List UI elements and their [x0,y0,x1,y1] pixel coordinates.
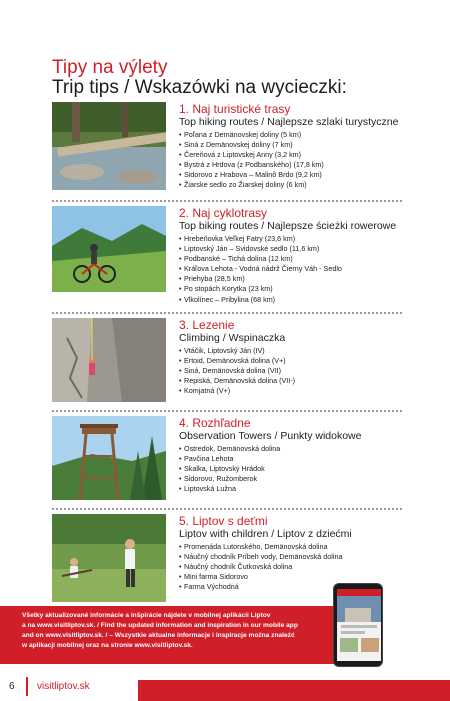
list-item: • Poľana z Demänovskej doliny (5 km) [179,130,403,140]
list-item: • Repiská, Demänovská dolina (VII-) [179,376,403,386]
list-item: • Promenáda Lutonského, Demänovská dolina [179,542,403,552]
list-item: • Čereňová z Liptovskej Anny (3,2 km) [179,150,403,160]
children-photo [52,514,166,602]
page-heading [52,58,347,98]
children-content [179,514,403,592]
heading-slovak: Tipy na výlety [52,57,168,78]
list-item: • Vlkolínec – Pribylina (68 km) [179,295,403,305]
list-item: • Liptovská Lužna [179,484,403,494]
list-item: • Sidorovo z Hrabova – Malinô Brdo (9,2 km) [179,170,403,180]
towers-content [179,416,403,494]
dotted-divider [52,508,402,510]
list-item: • Mini farma Sidorovo [179,572,403,582]
section-biking [52,206,402,306]
biking-content [179,206,403,305]
route-list [179,234,403,305]
list-item: • Ertoid, Demänovská dolina (V+) [179,356,403,366]
list-item: • Farma Východná [179,582,403,592]
phone-screen [337,589,381,661]
list-item: • Sidorovo, Ružomberok [179,474,403,484]
section-hiking [52,102,402,194]
list-item: • Ostredok, Demänovská dolina [179,444,403,454]
dotted-divider [52,200,402,202]
banner-line: Všetky aktualizované informácie a inšpirácie nájdete v mobilnej aplikácii Liptov [22,612,271,619]
list-item: • Pavčina Lehota [179,454,403,464]
tower-photo [52,416,166,500]
section-towers [52,416,402,502]
website-link[interactable]: visitliptov.sk [37,681,90,692]
list-item: • Hrebeňovka Veľkej Fatry (23,6 km) [179,234,403,244]
list-item: • Siná z Demänovskej doliny (7 km) [179,140,403,150]
banner-line: w aplikacji mobilnej oraz na stronie www.visitliptov.sk. [22,642,193,649]
list-item: • Skalka, Liptovský Hrádok [179,464,403,474]
section-title: 4. Rozhľadne [179,416,251,430]
list-item: • Náučný chodník Príbeh vody, Demänovská dolina [179,552,403,562]
list-item: • Vtáčik, Liptovský Ján (IV) [179,346,403,356]
heading-translation: Trip tips / Wskazówki na wycieczki: [52,77,347,98]
dotted-divider [52,312,402,314]
climbing-content [179,318,403,396]
biking-photo [52,206,166,292]
list-item: • Podbanské – Tichá dolina (12 km) [179,254,403,264]
list-item-continued: • Priehyba (28,5 km) [179,274,403,284]
banner-text [22,611,337,651]
banner-line: and on www.visitliptov.sk. / – Wszystkie aktualne informacje i inspiracje można znaleźć [22,632,295,639]
list-item: • Komjatná (V+) [179,386,403,396]
footer-divider [26,677,28,696]
list-item: • Kráľova Lehota - Vodná nádrž Čierny Váh - Sedlo [179,264,403,274]
route-list [179,346,403,396]
hiking-photo [52,102,166,190]
section-title: 3. Lezenie [179,318,235,332]
section-title: 2. Naj cyklotrasy [179,206,268,220]
section-subtitle: Top hiking routes / Najlepsze szlaki turystyczne [179,116,399,128]
climbing-photo [52,318,166,402]
section-title: 1. Naj turistické trasy [179,102,291,116]
section-climbing [52,318,402,404]
page-number: 6 [9,681,15,692]
list-item: • Po stopách Korytka (23 km) [179,284,403,294]
list-item: • Náučný chodník Čutkovská dolina [179,562,403,572]
section-subtitle: Top biking routes / Najlepsze ścieżki rowerowe [179,220,397,232]
section-subtitle: Liptov with children / Liptov z dziećmi [179,528,352,540]
dotted-divider [52,410,402,412]
list-item: • Siná, Demänovská dolina (VII) [179,366,403,376]
list-item: • Liptovský Ján – Svidovské sedlo (11,6 km) [179,244,403,254]
banner-line: a na www.visitliptov.sk. / Find the updated information and inspiration in our mobile app [22,622,298,629]
section-subtitle: Climbing / Wspinaczka [179,332,286,344]
phone-mockup-icon [333,583,383,667]
section-subtitle: Observation Towers / Punkty widokowe [179,430,362,442]
route-list [179,130,403,191]
hiking-content [179,102,403,191]
list-item: • Bystrá z Hrdova (z Podbanského) (17,8 km) [179,160,403,170]
section-title: 5. Liptov s deťmi [179,514,268,528]
list-item: • Žiarske sedlo zo Žiarskej doliny (6 km) [179,180,403,190]
footer-red-band [138,680,450,701]
route-list [179,444,403,494]
